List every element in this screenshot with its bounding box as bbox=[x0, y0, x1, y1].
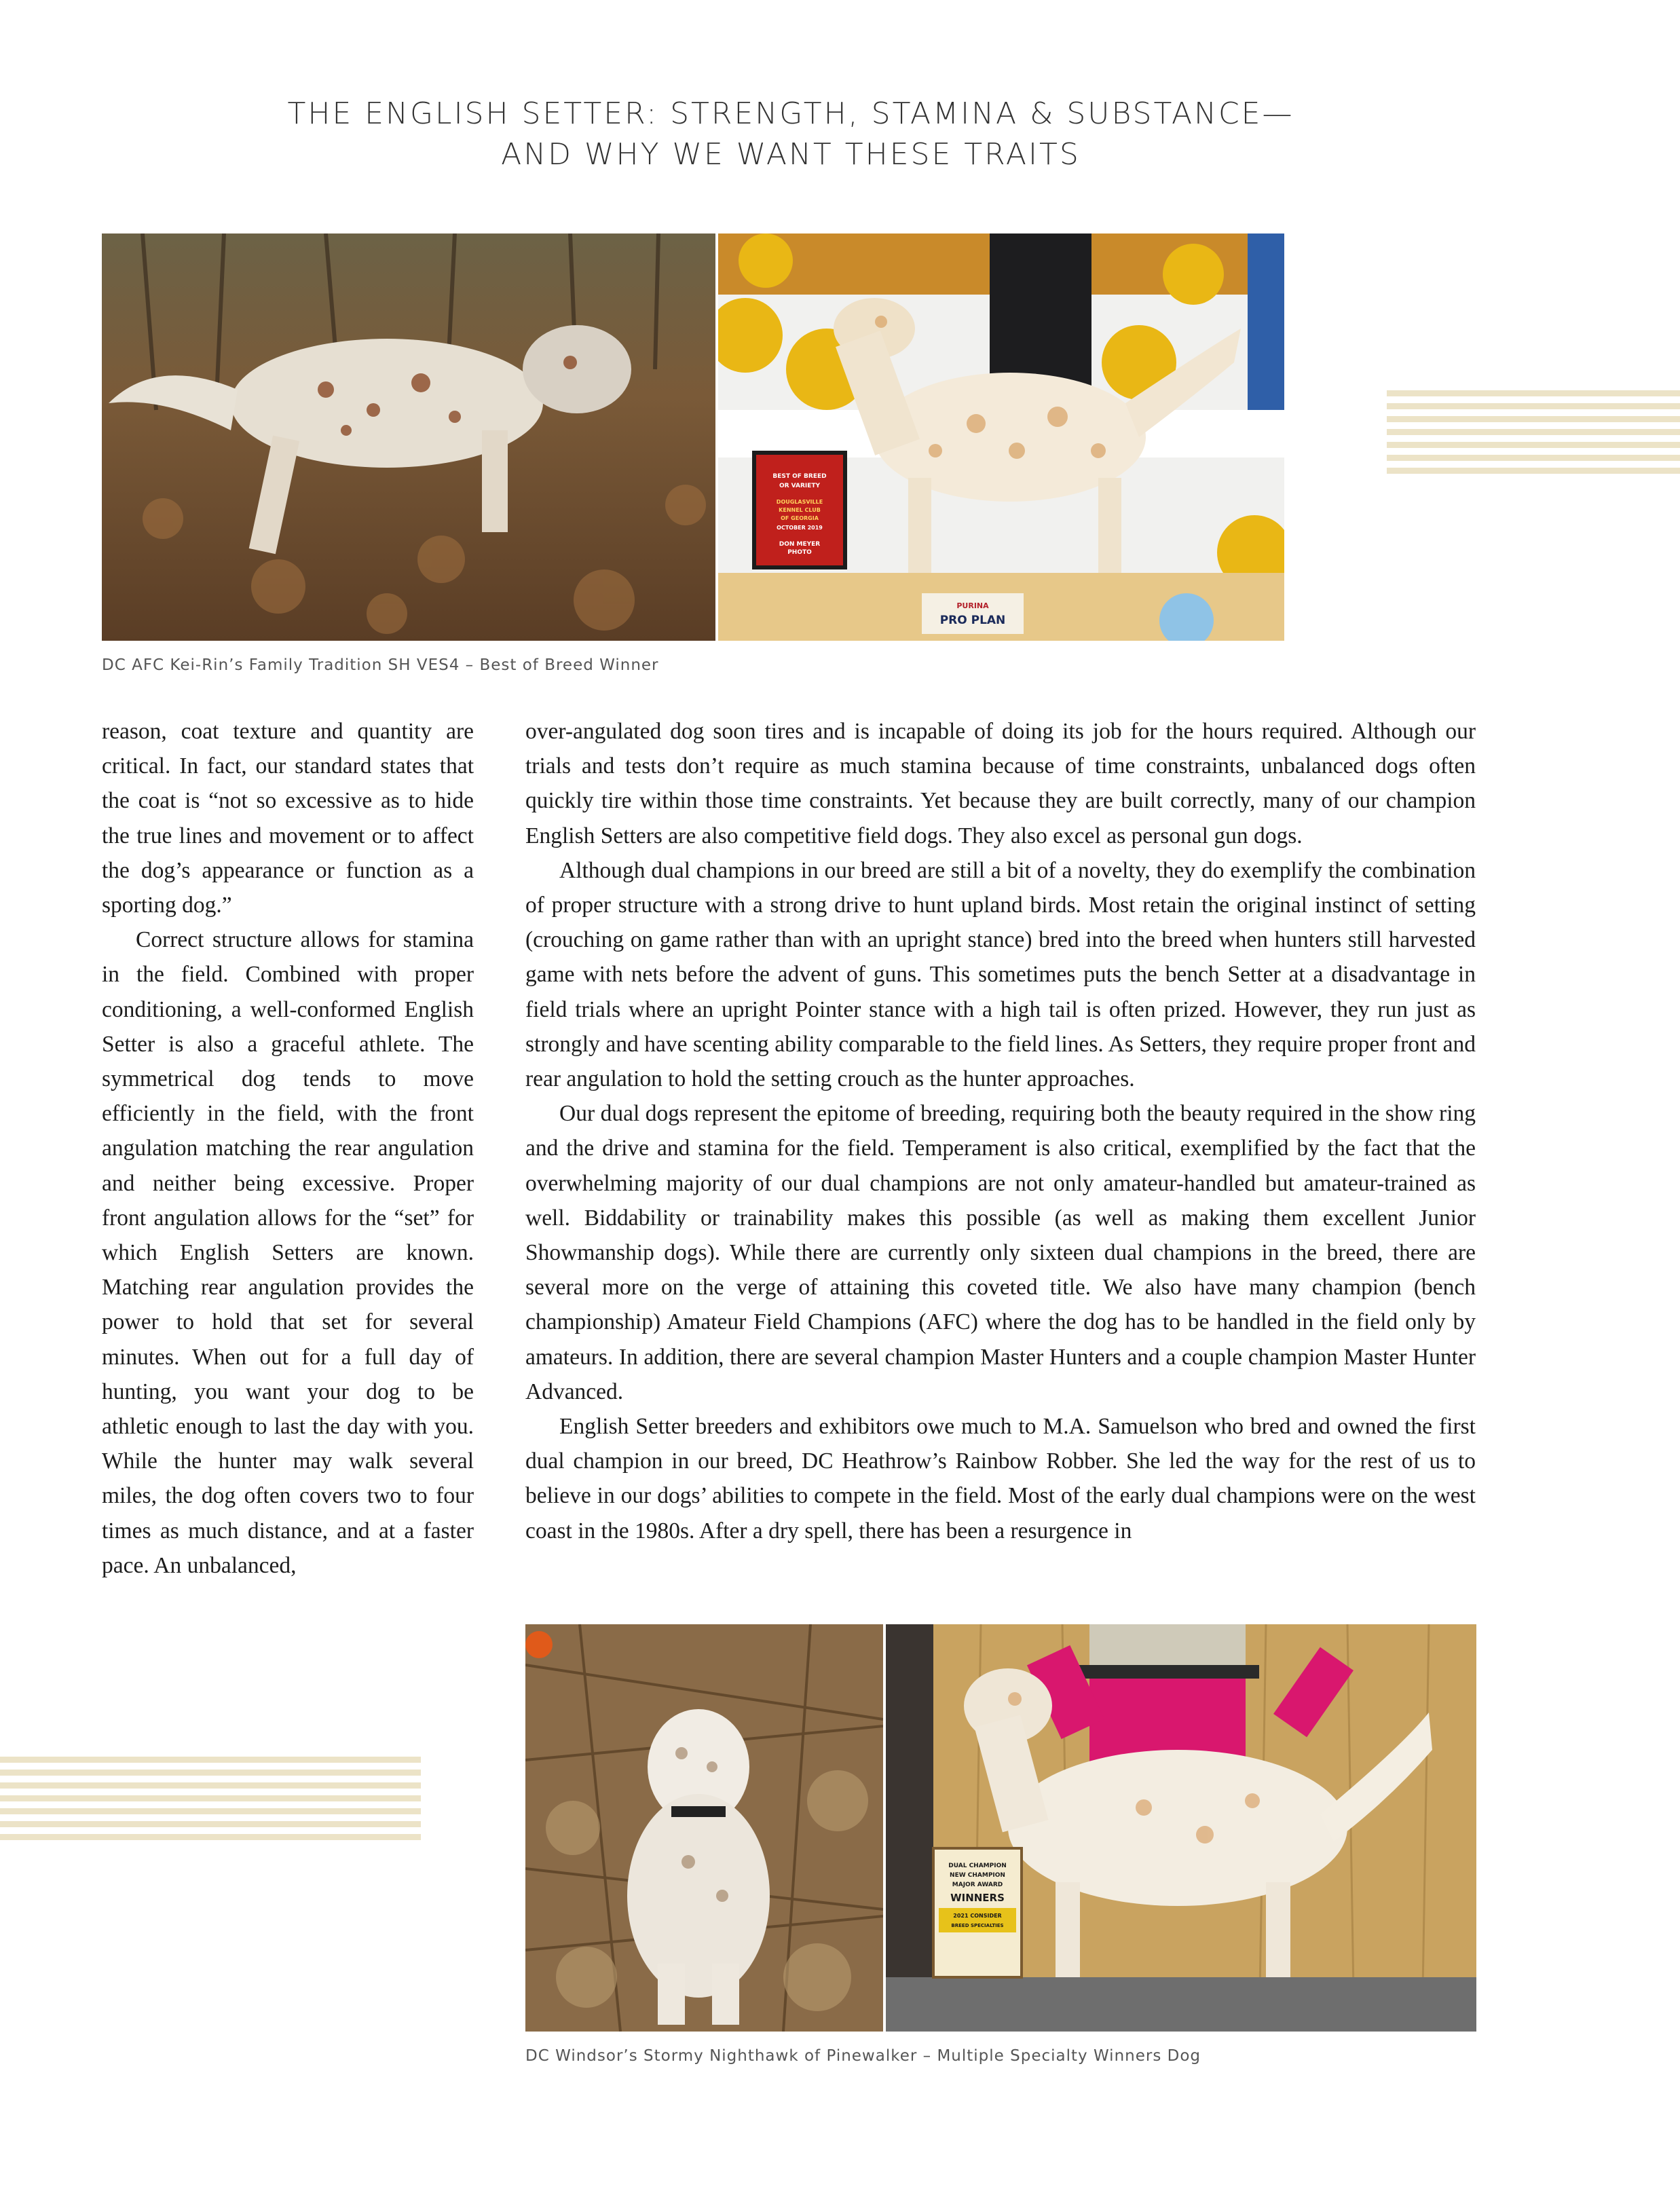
photo-bottom-caption: DC Windsor’s Stormy Nighthawk of Pinewalker – Multiple Specialty Winners Dog bbox=[525, 2047, 1201, 2065]
rosette-sign-line-5: OF GEORGIA bbox=[781, 515, 819, 521]
award-sign-line-5: 2021 CONSIDER bbox=[953, 1913, 1002, 1919]
photo-top-caption: DC AFC Kei-Rin’s Family Tradition SH VES4 – Best of Breed Winner bbox=[102, 656, 659, 674]
sponsor-logo-text: PRO PLAN bbox=[939, 614, 1006, 627]
article-title-line-2: AND WHY WE WANT THESE TRAITS bbox=[501, 137, 1081, 172]
right-paragraph-3: Our dual dogs represent the epitome of breeding, requiring both the beauty required in the show ring and the drive and stamina for the field. Temperament is also critical, exemplified by the fact that the overwhelming majority of our dual champions are not only amateur-handled but amateur-trained as well. Biddability or trainability makes this possible (as well as making them excellent Junior Showmanship dogs). While there are currently only sixteen dual champions in the breed, there are several more on the verge of attaining this coveted title. We also have many champion (bench championship) Amateur Field Champions (AFC) where the dog has to be handled in the field only by amateurs. In addition, there are several champion Master Hunters and a couple champion Master Hunter Advanced. bbox=[525, 1101, 1476, 1404]
photo-setter-in-woods bbox=[102, 233, 715, 641]
photo-setter-show-ring bbox=[718, 233, 1284, 641]
award-sign-line-4: WINNERS bbox=[950, 1892, 1005, 1904]
left-paragraph-2: Correct structure allows for stamina in the field. Combined with proper conditioning, a well-conformed English Setter is also a graceful athlete. The symmetrical dog tends to move efficiently in the field, with the front angulation matching the rear angulation and neither being excessive. Proper front angulation allows for the “set” for which English Setters are known. Matching rear angulation provides the power to hold that set for several minutes. When out for a full day of hunting, you want your dog to be athletic enough to last the day with you. While the hunter may walk several miles, the dog often covers two to four times as much distance, and at a faster pace. An unbalanced, bbox=[102, 927, 474, 1578]
article-title-line-1: THE ENGLISH SETTER: STRENGTH, STAMINA & SUBSTANCE— bbox=[287, 96, 1294, 131]
right-paragraph-1: over-angulated dog soon tires and is incapable of doing its job for the hours required. Although our trials and tests don’t require as much stamina because of time constraints, unbalanced dogs often quickly tire within those time constraints. Yet because they are built correctly, many of our champion English Setters are also competitive field dogs. They also excel as personal gun dogs. bbox=[525, 719, 1476, 848]
award-sign-line-6: BREED SPECIALTIES bbox=[951, 1923, 1004, 1928]
rosette-sign-line-2: OR VARIETY bbox=[779, 483, 821, 489]
right-paragraph-4: English Setter breeders and exhibitors owe much to M.A. Samuelson who bred and owned the first dual champion in our breed, DC Heathrow’s Rainbow Robber. She led the way for the rest of us to believe in our dogs’ abilities to compete in the field. Most of the early dual champions were on the west coast in the 1980s. After a dry spell, there has been a resurgence in bbox=[525, 1414, 1476, 1543]
award-sign-line-3: MAJOR AWARD bbox=[952, 1882, 1003, 1888]
rosette-sign-line-1: BEST OF BREED bbox=[772, 473, 827, 480]
rosette-sign-line-3: DOUGLASVILLE bbox=[776, 499, 823, 505]
award-sign-line-2: NEW CHAMPION bbox=[950, 1872, 1005, 1879]
award-sign-line-1: DUAL CHAMPION bbox=[948, 1863, 1007, 1869]
photo-dual-champion-show bbox=[886, 1624, 1476, 2032]
rosette-sign-line-6: OCTOBER 2019 bbox=[777, 525, 823, 531]
left-paragraph-1: reason, coat texture and quantity are critical. In fact, our standard states that the coat is “not so excessive as to hide the true lines and movement or to affect the dog’s appearance or function as a sporting dog.” bbox=[102, 719, 474, 918]
decorative-stripes-left bbox=[0, 1757, 421, 1840]
left-text-column bbox=[102, 714, 474, 1583]
article-title bbox=[0, 94, 1582, 175]
decorative-stripes-right bbox=[1387, 390, 1680, 474]
rosette-sign-line-8: PHOTO bbox=[787, 549, 812, 556]
right-text-column bbox=[525, 714, 1476, 1548]
rosette-sign-line-7: DON MEYER bbox=[779, 541, 821, 548]
photo-setter-in-brush bbox=[525, 1624, 883, 2032]
rosette-sign-line-4: KENNEL CLUB bbox=[779, 507, 821, 513]
sponsor-top-text: PURINA bbox=[956, 601, 989, 610]
right-paragraph-2: Although dual champions in our breed are still a bit of a novelty, they do exemplify the combination of proper structure with a strong drive to hunt upland birds. Most retain the original instinct of setting (crouching on game rather than with an upright stance) bred into the breed when hunters still harvested game with nets before the advent of guns. This sometimes puts the bench Setter at a disadvantage in field trials where an upright Pointer stance with a high tail is often prized. However, they run just as strongly and have scenting ability comparable to the field lines. As Setters, they require proper front and rear angulation to hold the setting crouch as the hunter approaches. bbox=[525, 857, 1476, 1092]
